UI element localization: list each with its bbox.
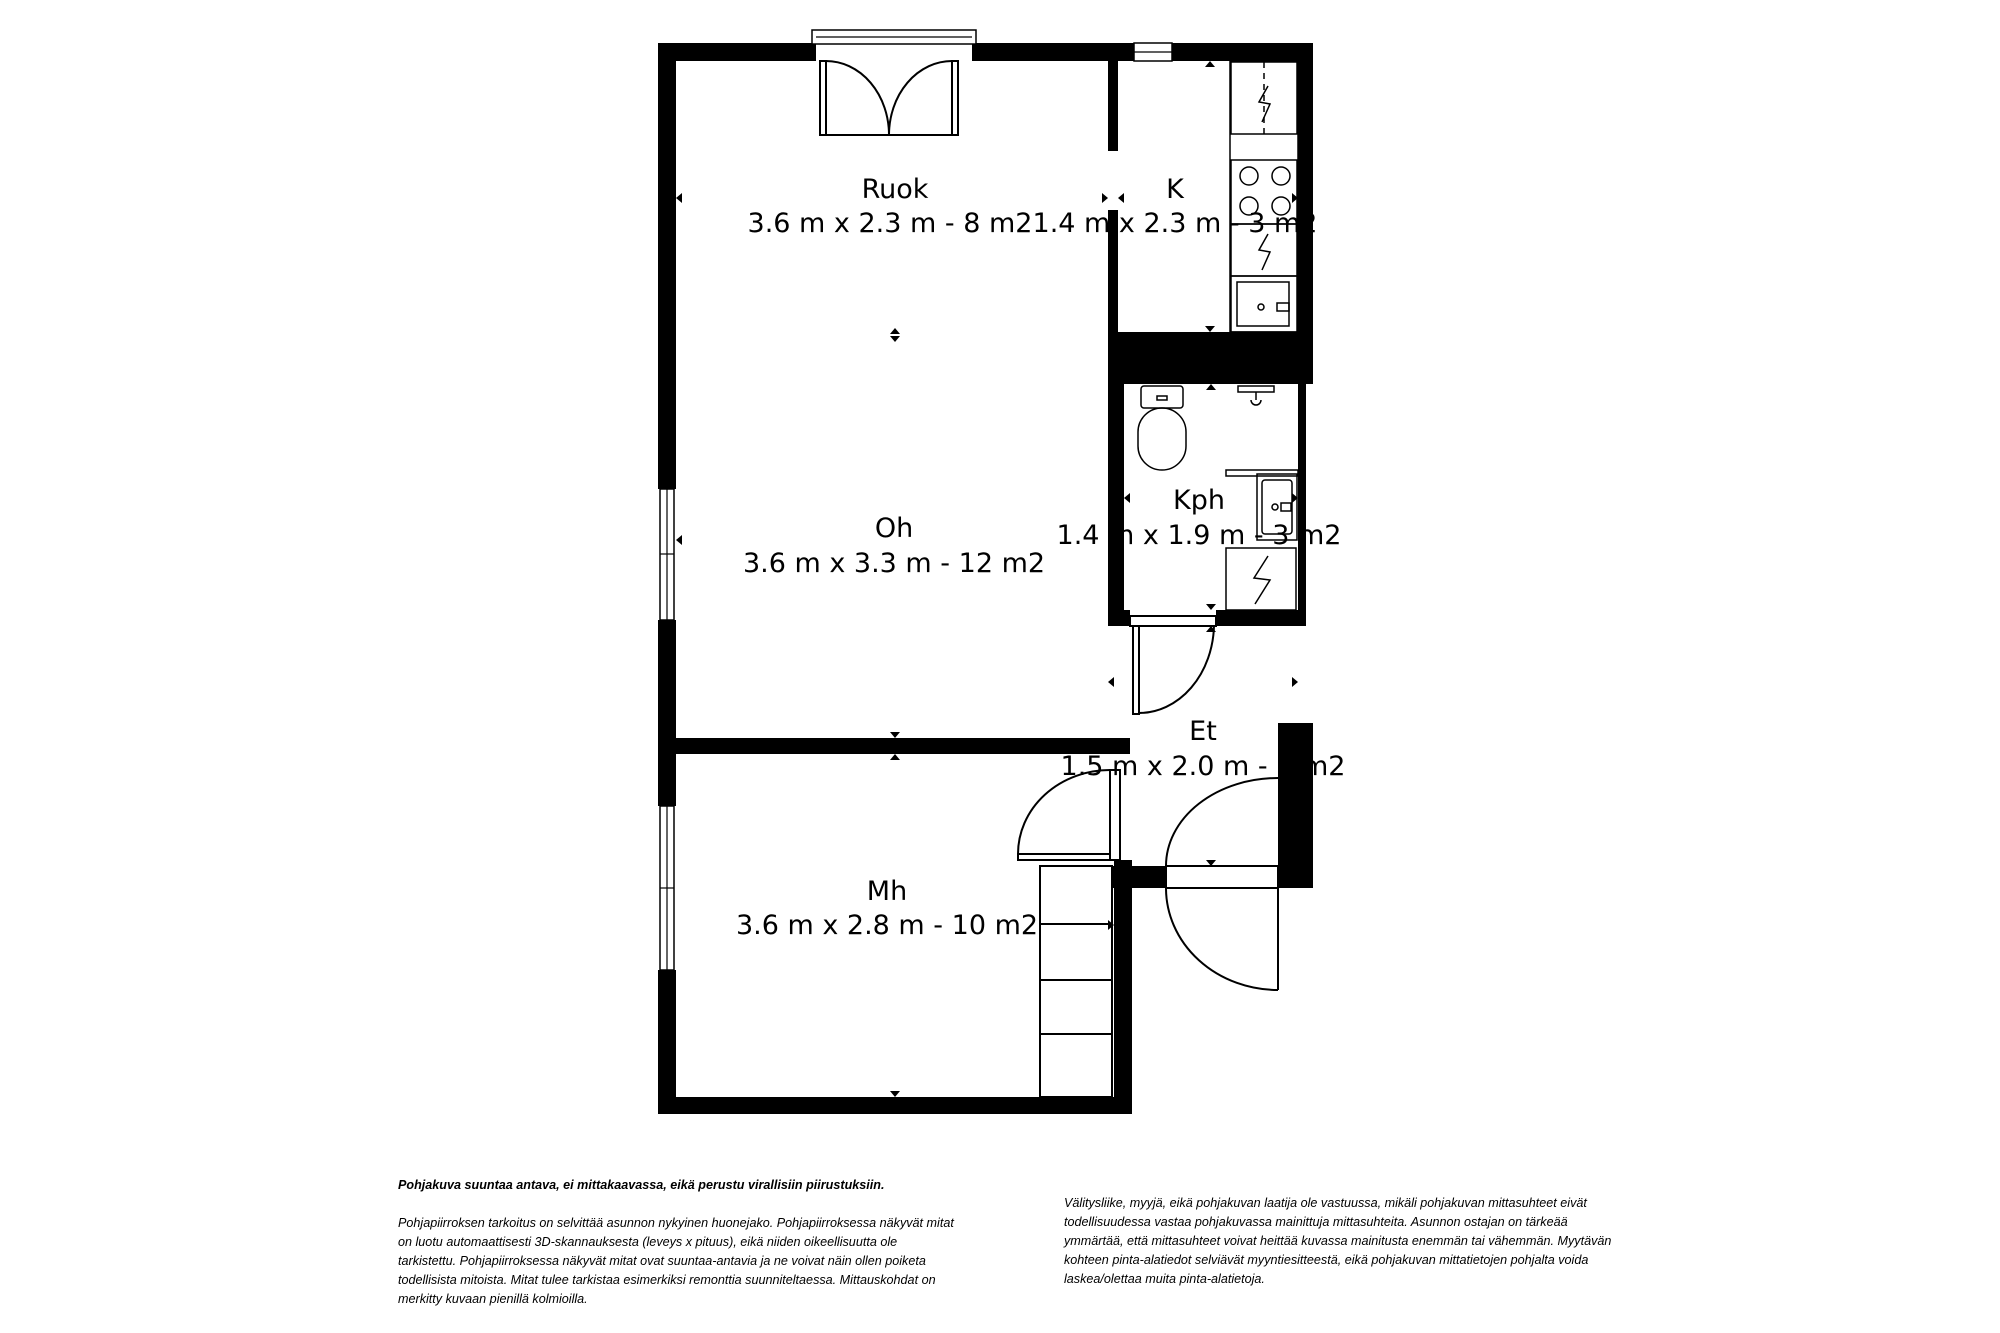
room-name-k: K	[1166, 174, 1184, 205]
room-name-mh: Mh	[866, 876, 908, 907]
balcony-double-door	[820, 61, 958, 135]
windows	[660, 30, 1172, 970]
disclaimer-left: Pohjapiirroksen tarkoitus on selvittää asunnon nykyinen huonejako. Pohjapiirroksessa näkyvät mitat on luotu automaattisesti 3D-skannauksesta (leveys x pituus), eikä niiden oikeellisuutta ole tarkistettu. Pohjapiirroksessa näkyvät mitat ovat suuntaa-antavia ja ne voivat näin ollen poiketa todellisista mitoista. Mitat tulee tarkistaa esimerkiksi remonttia suunniteltaessa. Mittauskohdat on merkitty kuvaan pienillä kolmioilla.	[398, 1216, 954, 1306]
wall-right-kph	[1298, 384, 1306, 626]
wall-oh-mh	[660, 738, 1130, 754]
wall-mh-right	[1114, 860, 1132, 1114]
disclaimer-heading: Pohjakuva suuntaa antava, ei mittakaavassa, eikä perustu virallisiin piirustuksiin.	[398, 1178, 885, 1192]
wall-bottom	[658, 1097, 1132, 1114]
toilet	[1138, 386, 1186, 470]
bedroom-door	[1018, 770, 1120, 860]
entrance-door	[1166, 778, 1278, 990]
room-dims-ruok: 3.6 m x 2.3 m - 8 m2	[747, 208, 1033, 239]
wall-et-right	[1278, 723, 1313, 888]
room-dims-mh: 3.6 m x 2.8 m - 10 m2	[735, 910, 1039, 941]
room-name-ruok: Ruok	[861, 174, 929, 205]
wall-left-lower	[658, 970, 676, 1113]
room-dims-et: 1.5 m x 2.0 m - 3 m2	[1060, 751, 1346, 782]
wall-left-mid	[658, 620, 676, 806]
disclaimer-right: Välitysliike, myyjä, eikä pohjakuvan laatija ole vastuussa, mikäli pohjakuvan mittasuhteet eivät todellisuudessa vastaa pohjakuvassa mainittuja mittasuhteita. Asunnon ostajan on tärkeää ymmärtää, että mittasuhteet voivat heittää kuvassa mainitusta enemmän tai vähemmän. Myytävän kohteen pinta-alatiedot selviävät myyntiesitteestä, eikä pohjakuvan mittatietojen pohjalta voida laskea/olettaa muita pinta-alatietoja.	[1064, 1196, 1612, 1286]
wall-k-kph	[1108, 332, 1313, 384]
wall-top-left	[658, 43, 816, 61]
wall-kph-bottom-right	[1216, 610, 1306, 626]
wall-left-upper	[658, 43, 676, 489]
room-dims-oh: 3.6 m x 3.3 m - 12 m2	[742, 548, 1046, 579]
kitchen-cabinets	[1230, 61, 1298, 332]
shower-tap	[1238, 386, 1274, 405]
room-dims-k: 1.4 m x 2.3 m - 3 m2	[1032, 208, 1318, 239]
bathroom-door	[1130, 616, 1216, 714]
wardrobe	[1040, 866, 1112, 1097]
room-name-oh: Oh	[874, 513, 914, 544]
wall-kph-left	[1108, 384, 1124, 626]
room-dims-kph: 1.4 m x 1.9 m - 3 m2	[1056, 520, 1342, 551]
room-name-et: Et	[1189, 716, 1217, 747]
wall-kph-bottom-left	[1108, 610, 1130, 626]
wall-ruok-k-upper	[1108, 43, 1118, 151]
washing-machine	[1226, 548, 1296, 610]
wall-top-right	[1168, 43, 1313, 61]
room-name-kph: Kph	[1173, 485, 1225, 516]
wall-right-upper	[1298, 43, 1313, 333]
